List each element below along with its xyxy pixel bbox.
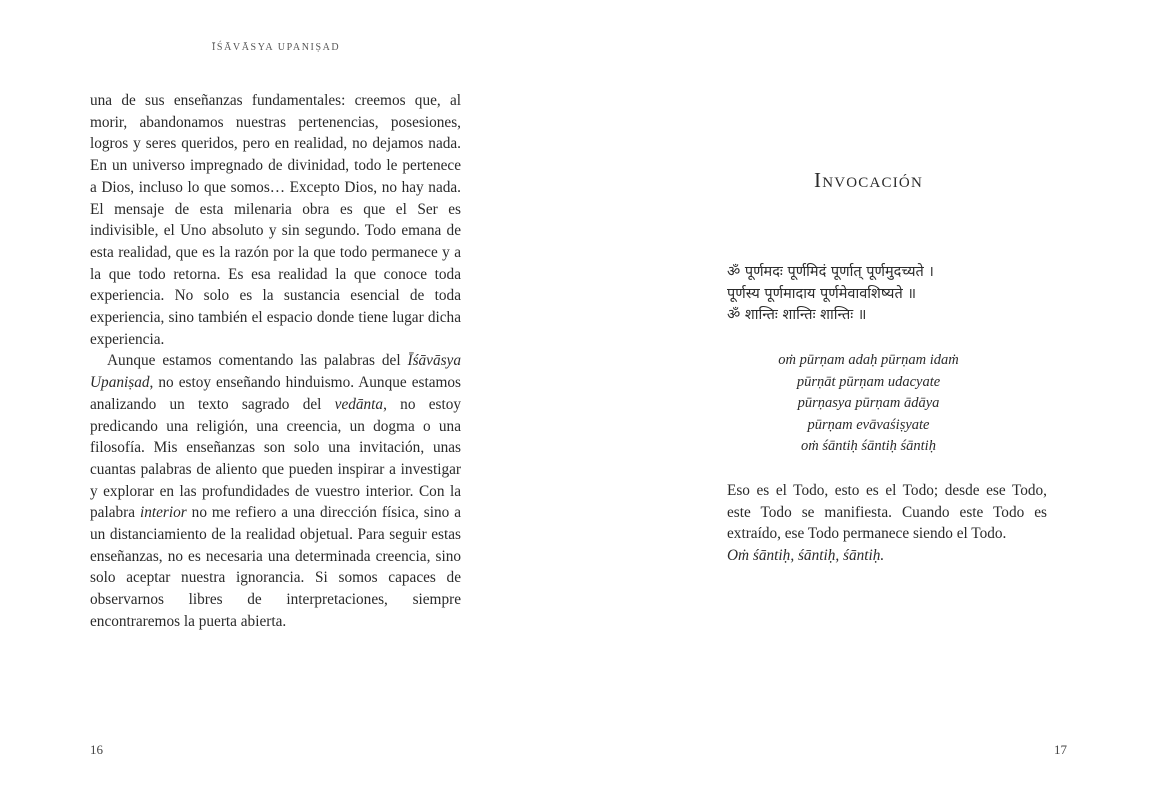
sanskrit-line: ॐ पूर्णमदः पूर्णमिदं पूर्णात् पूर्णमुदच्यते । [727,264,934,280]
body-text [90,90,461,633]
page-number-right: 17 [1054,742,1067,757]
paragraph-2-text-2: , no estoy enseñando hinduismo. Aunque estamos analizando un texto sagrado del [90,374,461,413]
paragraph-2-text-1: Aunque estamos comentando las palabras del [107,352,408,370]
transliteration-line: pūrṇasya pūrṇam ādāya [797,395,940,411]
sanskrit-line: पूर्णस्य पूर्णमादाय पूर्णमेवावशिष्यते ॥ [727,285,917,302]
transliteration-line: oṁ pūrṇam adaḥ pūrṇam idaṁ [778,352,959,368]
transliteration-line: oṁ śāntiḥ śāntiḥ śāntiḥ [801,438,936,454]
translation-closing: Oṁ śāntiḥ, śāntiḥ, śāntiḥ. [727,547,885,565]
paragraph-2-text-4: no me refiero a una dirección física, sino a un distanciamiento de la realidad objetual. Para seguir estas enseñanzas, no es necesaria una determinada creencia, sino solo aceptar nuestra ignorancia. Si somos capaces de observarnos libres de interpretaciones, siempre encontraremos la puerta abierta. [90,504,462,630]
page-number-left: 16 [90,742,103,757]
translation-text: Eso es el Todo, esto es el Todo; desde ese Todo, este Todo se manifiesta. Cuando este Todo es extraído, ese Todo permanece siendo el Todo. [727,482,1047,543]
paragraph-1: una de sus enseñanzas fundamentales: creemos que, al morir, abandonamos nuestras pertenencias, posesiones, logros y seres queridos, pero en realidad, no dejamos nada. En un universo impregnado de divinidad, todo le pertenece a Dios, incluso lo que somos… Excepto Dios, no hay nada. El mensaje de esta milenaria obra es que el Ser es indivisible, el Uno absoluto y sin segundo. Todo emana de esta realidad, que es la razón por la que todo permanece y a la que todo retorna. Es esa realidad la que conoce toda experiencia. No solo es la sustancia esencial de toda experiencia, sino también el espacio donde tiene lugar dicha experiencia. [90,92,461,348]
paragraph-2 [90,350,461,632]
right-page [580,0,1159,797]
transliteration [580,350,1157,458]
sanskrit-line: ॐ शान्तिः शान्तिः शान्तिः ॥ [727,307,867,323]
transliteration-line: pūrṇāt pūrṇam udacyate [796,373,941,390]
running-head: ĪŚĀVĀSYA UPANIṢAD [212,42,341,53]
chapter-title: Invocación [814,168,923,192]
paragraph-2-text-3: , no estoy predicando una religión, una creencia, un dogma o una filosofía. Mis enseñanzas son solo una invitación, unas cuantas palabras de aliento que pueden inspirar a investigar y explorar en las profundidades de vuestro interior. Con la palabra [90,395,462,522]
paragraph-2-italic-3: interior [139,504,187,522]
paragraph-2-italic-1: Īśāvāsya Upaniṣad [90,352,461,392]
sanskrit-verse [727,262,1057,327]
transliteration-line: pūrṇam evāvaśiṣyate [807,416,930,433]
paragraph-2-italic-2: vedānta [334,395,384,413]
translation [727,480,1047,567]
